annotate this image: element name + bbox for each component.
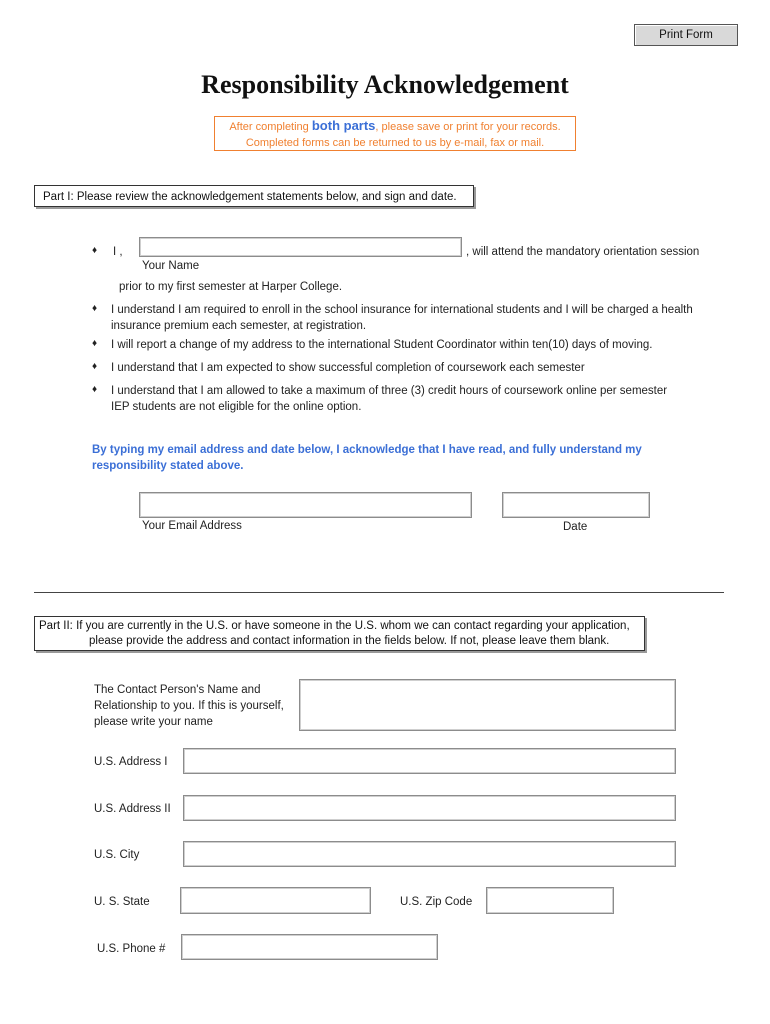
print-form-button[interactable]: Print Form: [634, 24, 738, 46]
statement-address-change: I will report a change of my address to the international Student Coordinator within ten(10) days of moving.: [111, 339, 653, 351]
statement-online-credits: I understand that I am allowed to take a maximum of three (3) credit hours of coursework online per semester IEP students are not eligible for the online option.: [111, 385, 668, 413]
bullet-icon: ♦: [92, 338, 98, 349]
i-label: I ,: [113, 246, 123, 258]
email-caption: Your Email Address: [142, 520, 242, 532]
phone-label: U.S. Phone #: [97, 943, 166, 955]
notice-emphasis: both parts: [311, 118, 376, 133]
phone-input[interactable]: [181, 934, 438, 960]
statement-coursework: I understand that I am expected to show successful completion of coursework each semester: [111, 362, 585, 374]
contact-person-label: The Contact Person's Name and Relationship to you. If this is yourself, please write your name: [94, 684, 284, 728]
bullet-icon: ♦: [92, 303, 98, 314]
state-label: U. S. State: [94, 896, 150, 908]
city-label: U.S. City: [94, 849, 140, 861]
date-input[interactable]: [502, 492, 650, 518]
statement-insurance: I understand I am required to enroll in the school insurance for international students and I will be charged a health insurance premium each semester, at registration.: [111, 304, 693, 332]
bullet-icon: ♦: [92, 384, 98, 395]
instructions-notice: [214, 116, 576, 151]
address2-label: U.S. Address II: [94, 803, 171, 815]
acknowledgement-note: By typing my email address and date below, I acknowledge that I have read, and fully understand my responsibility stated above.: [92, 444, 642, 472]
part1-header: Part I: Please review the acknowledgement statements below, and sign and date.: [34, 185, 474, 207]
address1-label: U.S. Address I: [94, 756, 168, 768]
part2-header: Part II: If you are currently in the U.S. or have someone in the U.S. whom we can contact regarding your application, please provide the address and contact information in the fields below. If not, please leave them blank.: [34, 616, 645, 651]
contact-person-input[interactable]: [299, 679, 676, 731]
date-caption: Date: [563, 521, 588, 533]
bullet-icon: ♦: [92, 361, 98, 372]
address2-input[interactable]: [183, 795, 676, 821]
orientation-continuation: prior to my first semester at Harper College.: [119, 281, 343, 293]
page-title: Responsibility Acknowledgement: [201, 70, 569, 99]
state-input[interactable]: [180, 887, 371, 914]
your-name-input[interactable]: [139, 237, 462, 257]
your-name-caption: Your Name: [142, 260, 200, 272]
city-input[interactable]: [183, 841, 676, 867]
email-input[interactable]: [139, 492, 472, 518]
zip-input[interactable]: [486, 887, 614, 914]
section-divider: [34, 592, 724, 593]
bullet-icon: ♦: [92, 245, 98, 256]
orientation-text: , will attend the mandatory orientation session: [466, 246, 700, 258]
notice-line-2: Completed forms can be returned to us by e-mail, fax or mail.: [245, 137, 545, 149]
address1-input[interactable]: [183, 748, 676, 774]
zip-label: U.S. Zip Code: [400, 896, 473, 908]
notice-line-1: After completing both parts, please save or print for your records.: [229, 118, 561, 133]
